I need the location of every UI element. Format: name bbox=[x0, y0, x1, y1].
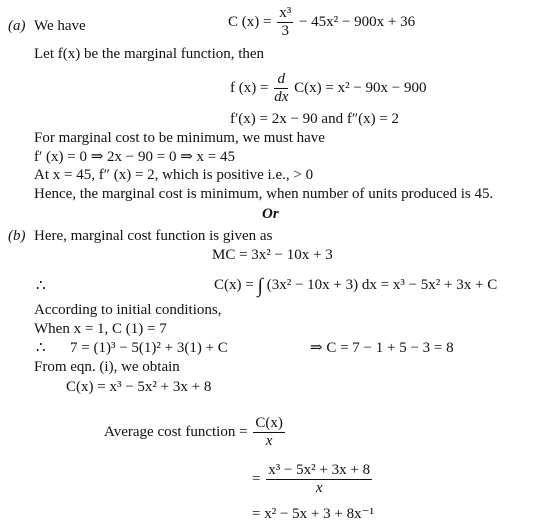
cost-fraction: $\frac{\text{x³}}{3}$ bbox=[279, 5, 292, 39]
from-equation-line: From eqn. (i), we obtain bbox=[34, 359, 180, 375]
derivative-equation: f (x) = $\frac{d}{dx}$ C(x) = x² − 90x − 900 bbox=[230, 71, 427, 105]
solve-line: f′ (x) = 0 ⇒ 2x − 90 = 0 ⇒ x = 45 bbox=[34, 149, 235, 165]
average-cost-equation: Average cost function = $\frac{C(x)}{x}$ bbox=[104, 415, 283, 449]
average-fraction-2: $\frac{\text{x³ − 5x² + 3x + 8}}{x}$ bbox=[268, 462, 371, 496]
constant-result-line: ⇒ C = 7 − 1 + 5 − 3 = 8 bbox=[310, 340, 454, 356]
derivative-fraction: $\frac{d}{dx}$ bbox=[274, 71, 289, 105]
average-fraction-1: $\frac{C(x)}{x}$ bbox=[255, 415, 283, 449]
cost-function-equation: C (x) = $\frac{\text{x³}}{3}$ − 45x² − 900x + 36 bbox=[228, 5, 416, 39]
initial-conditions-line: According to initial conditions, bbox=[34, 302, 222, 318]
integral-equation: C(x) = ∫ (3x² − 10x + 3) dx = x³ − 5x² + 3x + C bbox=[214, 275, 498, 297]
substitution-line: 7 = (1)³ − 5(1)² + 3(1) + C bbox=[70, 340, 228, 356]
mc-equation: MC = 3x² − 10x + 3 bbox=[212, 247, 333, 263]
average-cost-final: = x² − 5x + 3 + 8x⁻¹ bbox=[252, 506, 374, 522]
we-have-text: We have bbox=[34, 18, 86, 34]
let-marginal-line: Let f(x) be the marginal function, then bbox=[34, 46, 265, 62]
second-derivative-line: f′(x) = 2x − 90 and f″(x) = 2 bbox=[230, 111, 400, 127]
part-b-intro: Here, marginal cost function is given as bbox=[34, 228, 273, 244]
minimum-requirement-line: For marginal cost to be minimum, we must have bbox=[34, 130, 325, 146]
check-line: At x = 45, f″ (x) = 2, which is positive i.e., > 0 bbox=[34, 167, 314, 183]
therefore-symbol-2: ∴ bbox=[36, 340, 46, 356]
average-cost-expanded: = $\frac{\text{x³ − 5x² + 3x + 8}}{x}$ bbox=[252, 462, 371, 496]
part-a-label: (a) bbox=[8, 18, 26, 34]
conclusion-line: Hence, the marginal cost is minimum, when number of units produced is 45. bbox=[34, 186, 494, 202]
part-b-label: (b) bbox=[8, 228, 26, 244]
or-separator: Or bbox=[262, 206, 279, 222]
therefore-symbol-1: ∴ bbox=[36, 278, 46, 294]
when-line: When x = 1, C (1) = 7 bbox=[34, 321, 167, 337]
final-cost-function: C(x) = x³ − 5x² + 3x + 8 bbox=[66, 379, 212, 395]
